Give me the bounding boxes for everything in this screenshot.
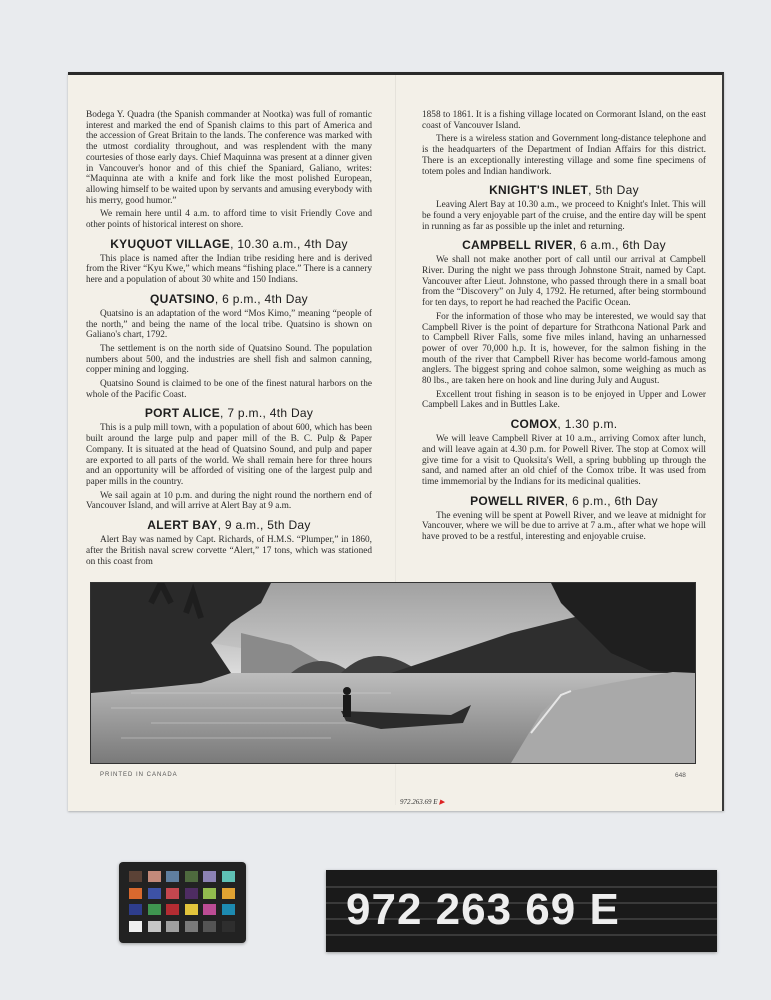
section-heading [86, 519, 372, 532]
section-heading [86, 238, 372, 251]
color-patch [166, 888, 179, 899]
body-paragraph: This place is named after the Indian tribe residing here and is derived from the River “Kyu Kwe,” which means “fishing place.” There is a cannery here and a population of about 30 white and 150 Indians. [86, 253, 372, 286]
color-checker-card [119, 862, 246, 943]
color-patch [148, 888, 161, 899]
heading-place: KYUQUOT VILLAGE [110, 236, 231, 251]
right-column [422, 110, 706, 546]
body-paragraph: We shall not make another port of call until our arrival at Campbell River. During the night we pass through Johnstone Strait, named by Capt. Vancouver after Lieut. Johnstone, who passed through there in a small boat from the “Discovery” on July 4, 1792. He returned, after being stormbound for ten days, to report he had reached the Pacific Ocean. [422, 255, 706, 309]
color-patch [185, 904, 198, 915]
body-paragraph: For the information of those who may be interested, we would say that Campbell River is the point of departure for Strathcona National Park and to Campbell River Falls, some five miles inland, having an unharnessed power of over 70,000 h.p. It is, however, for the salmon fishing in the mouth of the river that Campbell River has become world-famous among anglers. The biggest spring and cohoe salmon, some weighing as much as 80 lbs., are taken here on hook and line during July and August. [422, 311, 706, 387]
color-patch [203, 888, 216, 899]
label-groove [326, 934, 717, 936]
archive-id-label [326, 870, 717, 952]
color-patch [222, 871, 235, 882]
heading-place: ALERT BAY [147, 518, 218, 533]
printed-in-canada: PRINTED IN CANADA [100, 772, 178, 778]
color-patch [203, 921, 216, 932]
body-paragraph: Excellent trout fishing in season is to be enjoyed in Upper and Lower Campbell Lakes and in Buttles Lake. [422, 389, 706, 411]
section-heading [422, 239, 706, 252]
left-column [86, 110, 372, 570]
heading-time: , 9 a.m., 5th Day [217, 518, 311, 533]
body-paragraph: Alert Bay was named by Capt. Richards, of H.M.S. “Plumper,” in 1860, after the British naval screw corvette “Alert,” 17 tons, which was stationed on this coast from [86, 535, 372, 567]
heading-place: KNIGHT'S INLET [489, 183, 589, 198]
color-patch [222, 904, 235, 915]
heading-time: , 6 p.m., 6th Day [564, 493, 658, 508]
color-patch [185, 871, 198, 882]
heading-time: , 1.30 p.m. [557, 417, 618, 432]
color-patch [222, 921, 235, 932]
heading-place: COMOX [510, 417, 558, 432]
heading-place: CAMPBELL RIVER [462, 238, 573, 253]
color-patch [166, 904, 179, 915]
body-paragraph: We will leave Campbell River at 10 a.m., arriving Comox after lunch, and will leave again at 4.30 p.m. for Powell River. The stop at Comox will give time for a visit to Quoksita's Well, a spring bubbling up through the sand, and named after an old chief of the Comox tribe. It was used from time immemorial by the Indians for its medicinal qualities. [422, 434, 706, 487]
color-patch [129, 871, 142, 882]
color-patch [222, 888, 235, 899]
lake-canoe-photograph [90, 582, 696, 764]
body-paragraph: This is a pulp mill town, with a population of about 600, which has been built around the large pulp and paper mill of the B. C. Pulp & Paper Company. It is situated at the head of Quatsino Sound, and pulp and paper are exported to all parts of the world. We shall remain here for three hours and an opportunity will be afforded of visiting one of the largest pulp and paper mills in the country. [86, 423, 372, 487]
color-patch [148, 871, 161, 882]
color-patch [203, 904, 216, 915]
page-number: 648 [675, 772, 686, 779]
heading-time: , 10.30 a.m., 4th Day [230, 236, 348, 251]
body-paragraph: The evening will be spent at Powell River, and we leave at midnight for Vancouver, where we will be due to arrive at 7 a.m., after what we hope will have proved to be a restful, interesting and enjoyable cruise. [422, 510, 706, 543]
body-paragraph: We remain here until 4 a.m. to afford time to visit Friendly Cove and other points of historical interest on shore. [86, 209, 372, 231]
handwritten-accession-number [400, 798, 445, 806]
color-patch [166, 871, 179, 882]
section-heading [422, 495, 706, 508]
body-paragraph: Leaving Alert Bay at 10.30 a.m., we proceed to Knight's Inlet. This will be found a very enjoyable part of the cruise, and the entire day will be spent in running as far as possible up the inlet and returning. [422, 200, 706, 232]
section-heading [86, 407, 372, 420]
color-patch [203, 871, 216, 882]
body-paragraph: Quatsino is an adaptation of the word “Mos Kimo,” meaning “people of the north,” and being the name of the local tribe. Quatsino is shown on Galiano's chart, 1792. [86, 308, 372, 341]
body-paragraph: There is a wireless station and Government long-distance telephone and is the headquarters of the Department of Indian Affairs for this district. There is an exceptionally interesting village and some fine specimens of totem poles and Indian handiwork. [422, 134, 706, 177]
color-patch [148, 921, 161, 932]
body-paragraph: Quatsino Sound is claimed to be one of the finest natural harbors on the whole of the Pacific Coast. [86, 379, 372, 400]
heading-place: PORT ALICE [144, 406, 221, 421]
body-paragraph: We sail again at 10 p.m. and during the night round the northern end of Vancouver Island, and will arrive at Alert Bay at 9 a.m. [86, 490, 372, 512]
heading-place: POWELL RIVER [470, 493, 565, 508]
color-patch [129, 888, 142, 899]
color-patch [129, 921, 142, 932]
heading-time: , 5th Day [588, 183, 639, 198]
section-heading [422, 184, 706, 197]
heading-place: QUATSINO [150, 291, 215, 306]
accession-text: 972.263.69 E [400, 798, 438, 806]
color-patch [185, 888, 198, 899]
body-paragraph: 1858 to 1861. It is a fishing village located on Cormorant Island, on the east coast of Vancouver Island. [422, 110, 706, 131]
heading-time: , 6 a.m., 6th Day [572, 238, 666, 253]
red-arrow-icon: ▶ [439, 798, 445, 806]
color-patch [166, 921, 179, 932]
color-patch [148, 904, 161, 915]
section-heading [86, 293, 372, 306]
heading-time: , 6 p.m., 4th Day [214, 291, 308, 306]
color-patch [129, 904, 142, 915]
body-paragraph: Bodega Y. Quadra (the Spanish commander at Nootka) was full of romantic interest and marked the end of Spanish claims to this part of America and the accession of Great Britain to the lands. The conference was marked with the utmost cordiality throughout, and was resplendent with the many courtesies of those early days. Chief Maquinna was present at a dinner given in Vancouver's honor and of this chief the Spaniard, Galiano, writes: “Maquinna ate with a knife and fork like the most polished European, allowing himself to be waited upon by servants and amusing everybody with his merry, good humor.” [86, 110, 372, 206]
body-paragraph: The settlement is on the north side of Quatsino Sound. The population numbers about 500, and the industries are shell fish and salmon canning, copper mining and logging. [86, 343, 372, 376]
archive-id-text: 972 263 69 E [346, 885, 620, 934]
section-heading [422, 418, 706, 431]
heading-time: , 7 p.m., 4th Day [220, 406, 314, 421]
color-patch [185, 921, 198, 932]
